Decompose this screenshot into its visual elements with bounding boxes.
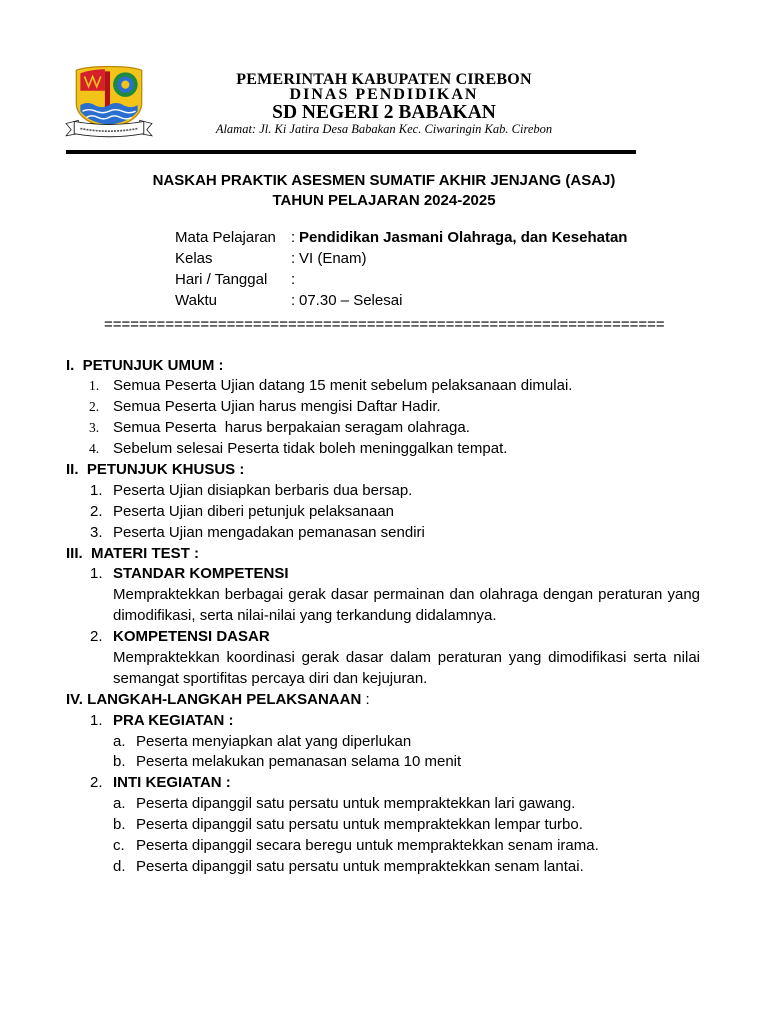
list-number: 1.: [90, 481, 103, 499]
separator-line: ================================================================: [104, 316, 665, 333]
list-item: [66, 397, 706, 418]
subsection-title: PRA KEGIATAN :: [113, 711, 234, 729]
info-value: 07.30 – Selesai: [299, 291, 403, 309]
section-title: PETUNJUK UMUM :: [82, 356, 224, 374]
section-heading-specific-instructions: [66, 460, 706, 481]
section-title-colon: :: [365, 690, 370, 708]
subsection-title: INTI KEGIATAN :: [113, 774, 231, 792]
list-item: [66, 523, 706, 544]
school-name: SD NEGERI 2 BABAKAN: [272, 102, 496, 123]
paragraph-line: [66, 606, 706, 627]
paragraph-line: [66, 669, 706, 690]
section-number: III.: [66, 544, 83, 562]
list-item: [66, 418, 706, 439]
list-number: 2.: [90, 774, 103, 792]
department-name: DINAS PENDIDIKAN: [289, 86, 479, 103]
subsection-heading: [66, 711, 706, 732]
list-text: Peserta Ujian disiapkan berbaris dua bersap.: [113, 481, 413, 499]
info-row-class: [0, 248, 768, 269]
section-title: PETUNJUK KHUSUS :: [86, 460, 245, 478]
list-item: [66, 481, 706, 502]
sub-list-item: [66, 752, 706, 773]
sub-list-item: [66, 857, 706, 878]
list-number: 1.: [89, 378, 100, 394]
list-text: Peserta menyiapkan alat yang diperlukan: [136, 732, 412, 750]
list-number: 3.: [90, 523, 103, 541]
section-heading-procedure-steps: [66, 690, 706, 711]
section-title: LANGKAH-LANGKAH PELAKSANAAN: [87, 690, 362, 708]
info-label: Hari / Tanggal: [175, 270, 268, 288]
list-letter: b.: [113, 816, 126, 834]
list-item: [66, 502, 706, 523]
subsection-heading: [66, 564, 706, 585]
sub-list-item: [66, 732, 706, 753]
section-number: IV.: [66, 690, 83, 708]
list-number: 1.: [90, 565, 103, 583]
info-row-date: [0, 269, 768, 290]
list-text: Sebelum selesai Peserta tidak boleh meninggalkan tempat.: [113, 440, 508, 458]
info-label: Waktu: [175, 291, 217, 309]
sub-list-item: [66, 836, 706, 857]
sub-list-item: [66, 794, 706, 815]
paragraph-text: dimodifikasi, serta nilai-nilai yang terkandung didalamnya.: [113, 607, 497, 625]
academic-year: TAHUN PELAJARAN 2024-2025: [272, 192, 496, 209]
section-number: II.: [66, 460, 79, 478]
info-label: Mata Pelajaran: [175, 228, 276, 246]
list-text: Peserta dipanggil satu persatu untuk mempraktekkan lari gawang.: [136, 795, 576, 813]
info-value: VI (Enam): [299, 249, 367, 267]
paragraph-text: Mempraktekkan berbagai gerak dasar permainan dan olahraga dengan peraturan yang: [113, 586, 700, 604]
list-letter: a.: [113, 732, 126, 750]
section-title: MATERI TEST :: [90, 544, 200, 562]
list-text: Peserta dipanggil satu persatu untuk mempraktekkan senam lantai.: [136, 857, 584, 875]
list-text: Peserta melakukan pemanasan selama 10 menit: [136, 753, 462, 771]
subsection-heading: [66, 773, 706, 794]
subsection-title: KOMPETENSI DASAR: [113, 628, 270, 646]
list-number: 3.: [89, 420, 100, 436]
paragraph-text: Mempraktekkan koordinasi gerak dasar dalam peraturan yang dimodifikasi serta nilai: [113, 648, 700, 666]
info-colon: :: [291, 228, 296, 246]
subsection-title: STANDAR KOMPETENSI: [113, 565, 289, 583]
exam-info-table: [0, 227, 768, 311]
document-title: NASKAH PRAKTIK ASESMEN SUMATIF AKHIR JENJANG (ASAJ): [152, 172, 616, 189]
list-letter: c.: [113, 836, 125, 854]
list-text: Peserta dipanggil secara beregu untuk mempraktekkan senam irama.: [136, 836, 599, 854]
list-number: 2.: [90, 502, 103, 520]
list-item: [66, 376, 706, 397]
section-number: I.: [66, 356, 75, 374]
list-text: Peserta Ujian mengadakan pemanasan sendiri: [113, 523, 425, 541]
info-colon: :: [291, 291, 296, 309]
list-letter: a.: [113, 795, 126, 813]
list-number: 1.: [90, 711, 103, 729]
info-value: Pendidikan Jasmani Olahraga, dan Kesehatan: [299, 228, 628, 246]
info-row-subject: [0, 227, 768, 248]
paragraph-line: [66, 585, 706, 606]
list-text: Semua Peserta harus berpakaian seragam olahraga.: [113, 419, 470, 437]
section-heading-general-instructions: [66, 356, 706, 377]
paragraph-text: semangat sportifitas percaya diri dan kejujuran.: [113, 669, 428, 687]
list-text: Peserta Ujian diberi petunjuk pelaksanaan: [113, 502, 395, 520]
section-heading-test-material: [66, 544, 706, 565]
list-number: 2.: [89, 399, 100, 415]
document-body: [66, 356, 706, 878]
list-number: 2.: [90, 628, 103, 646]
paragraph-line: [66, 648, 706, 669]
sub-list-item: [66, 815, 706, 836]
letterhead-divider: [66, 150, 636, 154]
info-colon: :: [291, 249, 296, 267]
list-text: Semua Peserta Ujian datang 15 menit sebelum pelaksanaan dimulai.: [113, 377, 573, 395]
government-name: PEMERINTAH KABUPATEN CIREBON: [236, 71, 532, 88]
school-address: Alamat: Jl. Ki Jatira Desa Babakan Kec. Ciwaringin Kab. Cirebon: [215, 121, 553, 136]
list-letter: d.: [113, 857, 126, 875]
list-letter: b.: [113, 753, 126, 771]
list-text: Peserta dipanggil satu persatu untuk mempraktekkan lempar turbo.: [136, 816, 583, 834]
list-text: Semua Peserta Ujian harus mengisi Daftar Hadir.: [113, 398, 441, 416]
info-row-time: [0, 290, 768, 311]
list-number: 4.: [89, 441, 100, 457]
list-item: [66, 439, 706, 460]
info-colon: :: [291, 270, 296, 288]
info-label: Kelas: [175, 249, 213, 267]
subsection-heading: [66, 627, 706, 648]
